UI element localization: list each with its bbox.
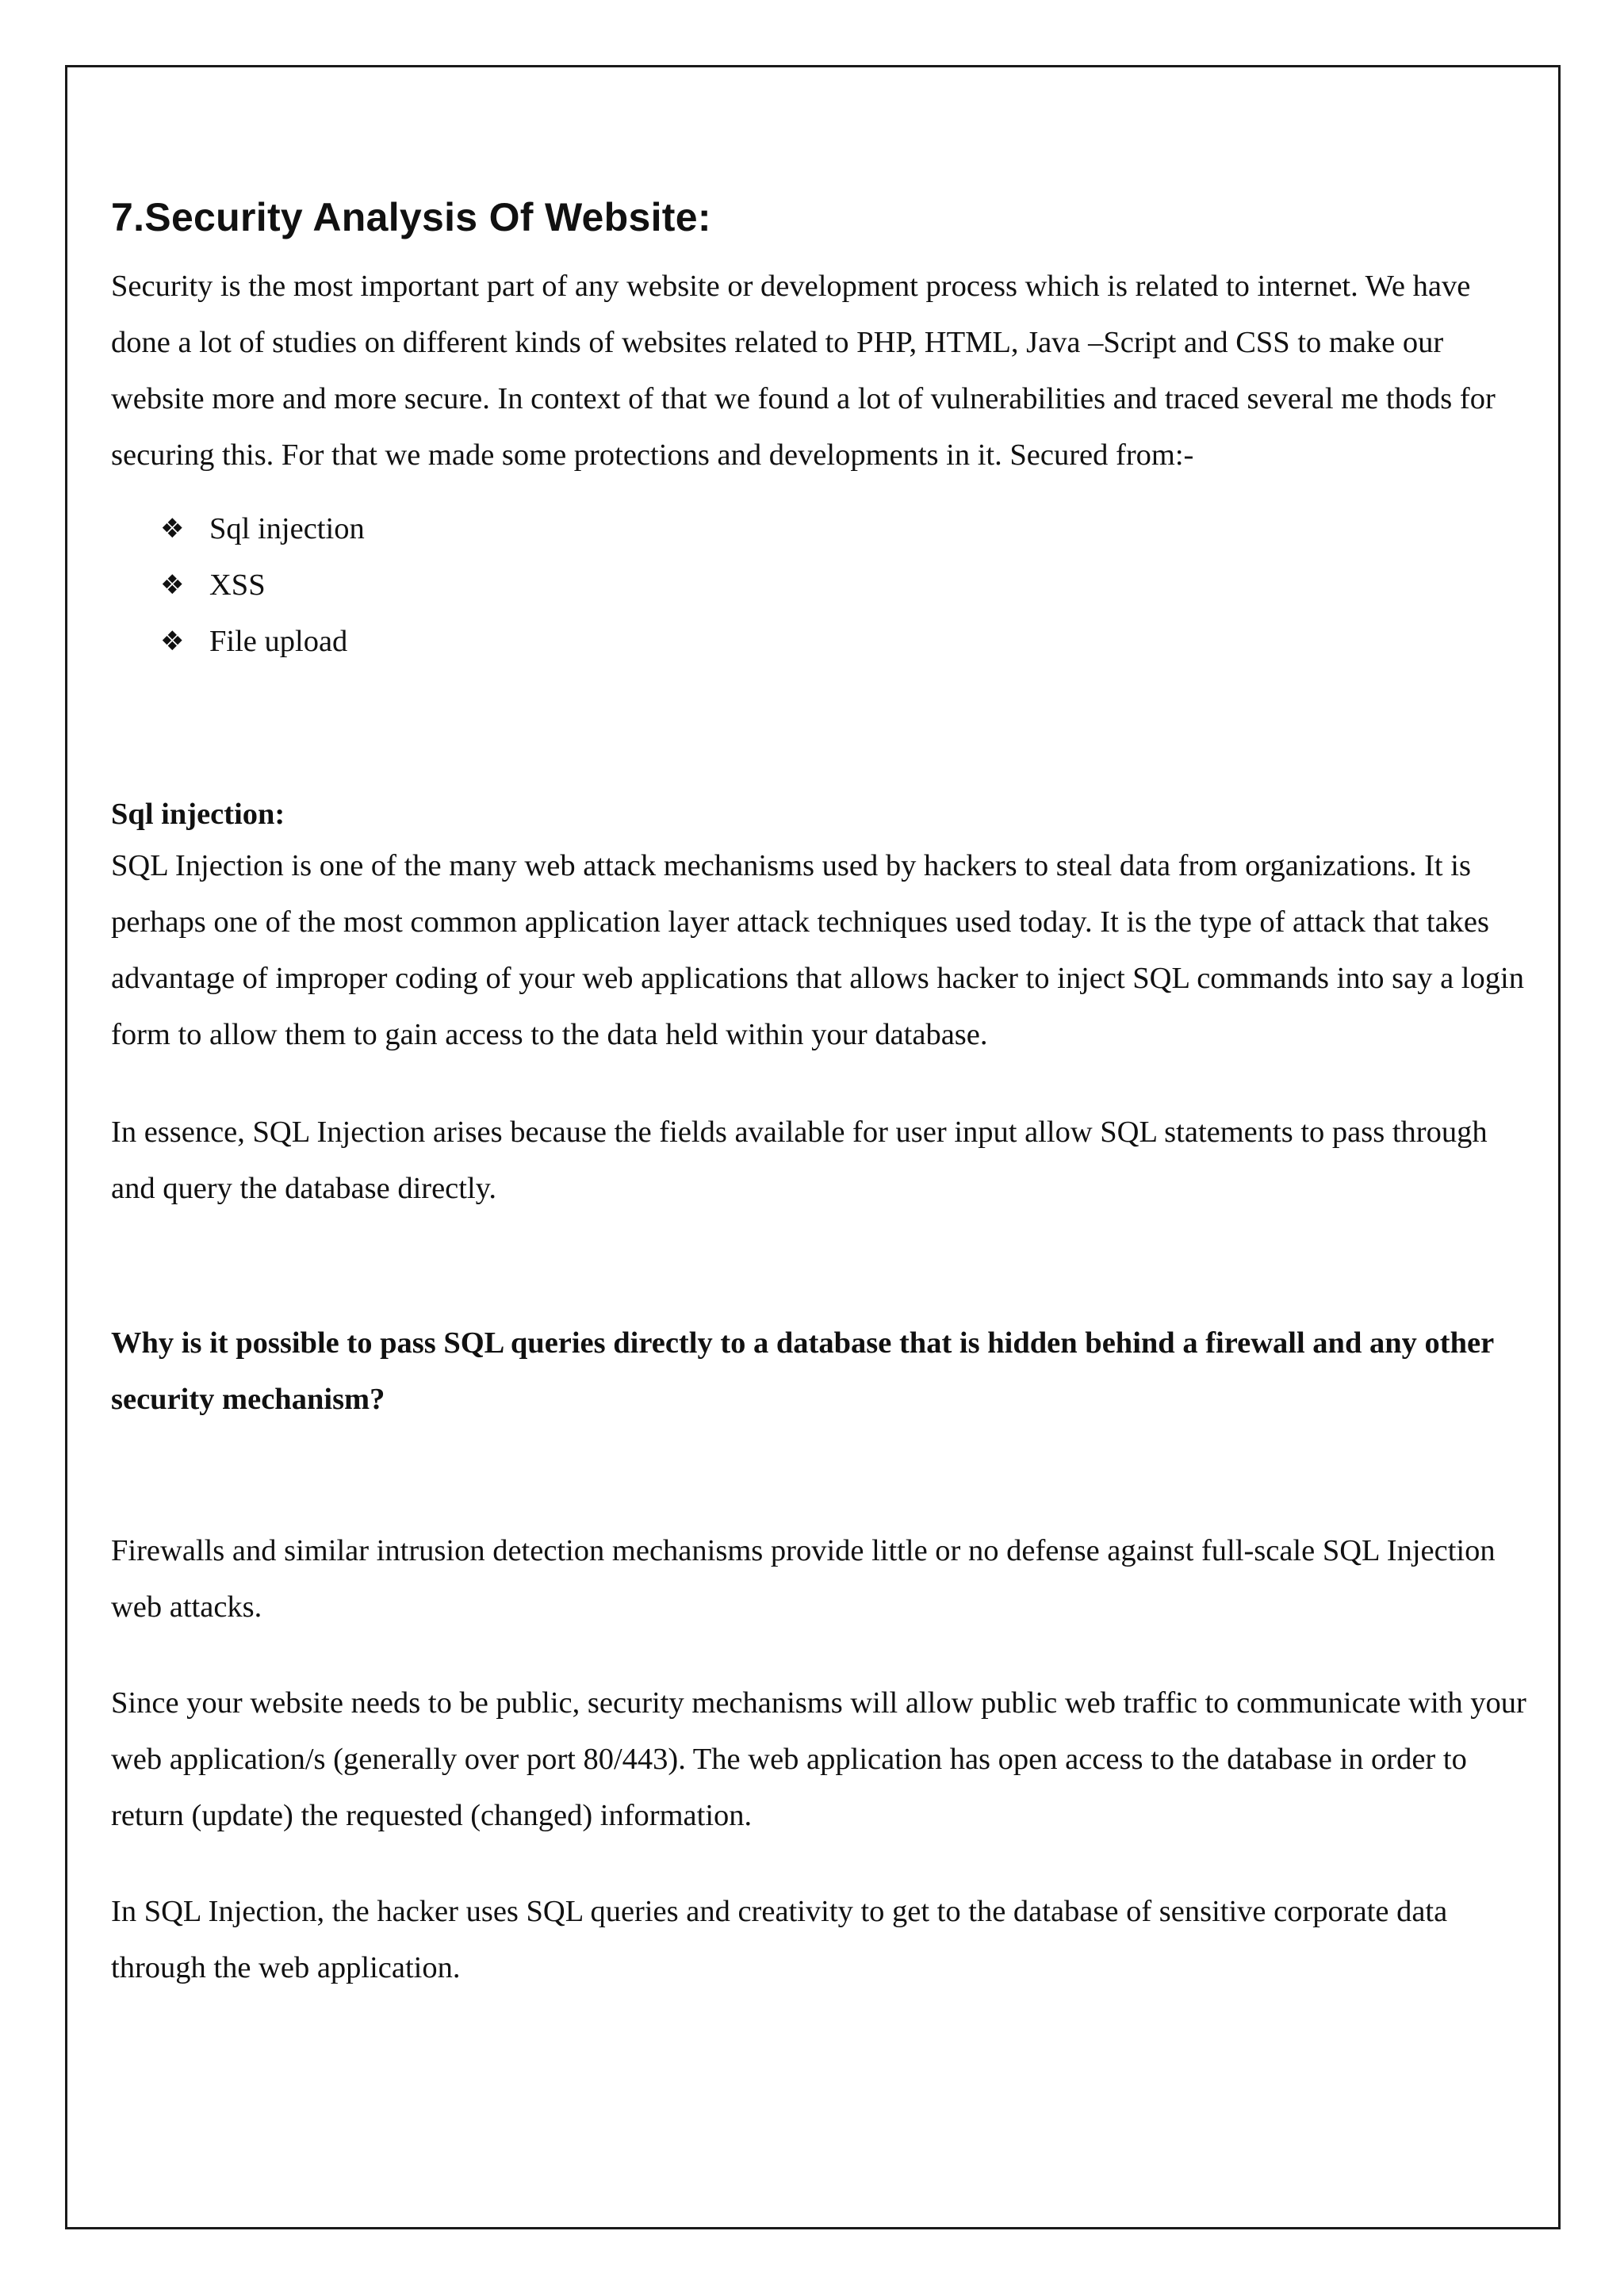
diamond-bullet-icon: ❖ bbox=[160, 569, 185, 601]
spacer bbox=[111, 1217, 1530, 1315]
list-item-label: XSS bbox=[209, 568, 266, 602]
list-item bbox=[160, 557, 1530, 614]
spacer bbox=[111, 670, 1530, 790]
sql-paragraph-2: In essence, SQL Injection arises because the fields available for user input allow SQL statements to pass through and query the database directly. bbox=[111, 1115, 1488, 1205]
intro-paragraph: Security is the most important part of any website or development process which is related to internet. We have done a lot of studies on different kinds of websites related to PHP, HTML, Java –Script and CSS to make our website more and more secure. In context of that we found a lot of vulnerabilities and traced several me thods for securing this. For that we made some protections and developments in it. Secured from:- bbox=[111, 270, 1496, 472]
sql-injection-heading: Sql injection: bbox=[111, 798, 285, 831]
sql-paragraph-1: SQL Injection is one of the many web attack mechanisms used by hackers to steal data from organizations. It is perhaps one of the most common application layer attack techniques used today. It is the type of attack that takes advantage of improper coding of your web applications that allows hacker to inject SQL commands into say a login form to allow them to gain access to the data held within your database. bbox=[111, 849, 1524, 1051]
spacer bbox=[111, 1636, 1530, 1675]
list-item bbox=[160, 501, 1530, 557]
list-item-label: Sql injection bbox=[209, 512, 365, 545]
sql-paragraph-5: In SQL Injection, the hacker uses SQL queries and creativity to get to the database of sensitive corporate data through the web application. bbox=[111, 1895, 1448, 1984]
list-item bbox=[160, 614, 1530, 670]
diamond-bullet-icon: ❖ bbox=[160, 626, 185, 657]
sql-paragraph-3: Firewalls and similar intrusion detection mechanisms provide little or no defense against full-scale SQL Injection web attacks. bbox=[111, 1534, 1496, 1624]
secured-from-list bbox=[111, 501, 1530, 670]
diamond-bullet-icon: ❖ bbox=[160, 513, 185, 545]
list-item-label: File upload bbox=[209, 625, 348, 658]
firewall-question: Why is it possible to pass SQL queries directly to a database that is hidden behind a firewall and any other security mechanism? bbox=[111, 1326, 1494, 1416]
document-content bbox=[111, 193, 1530, 1996]
page-title: 7.Security Analysis Of Website: bbox=[111, 195, 711, 239]
spacer bbox=[111, 1844, 1530, 1884]
sql-paragraph-4: Since your website needs to be public, security mechanisms will allow public web traffic to communicate with your web application/s (generally over port 80/443). The web application has open access to the database in order to return (update) the requested (changed) information. bbox=[111, 1686, 1526, 1832]
spacer bbox=[111, 1428, 1530, 1523]
spacer bbox=[111, 1063, 1530, 1104]
